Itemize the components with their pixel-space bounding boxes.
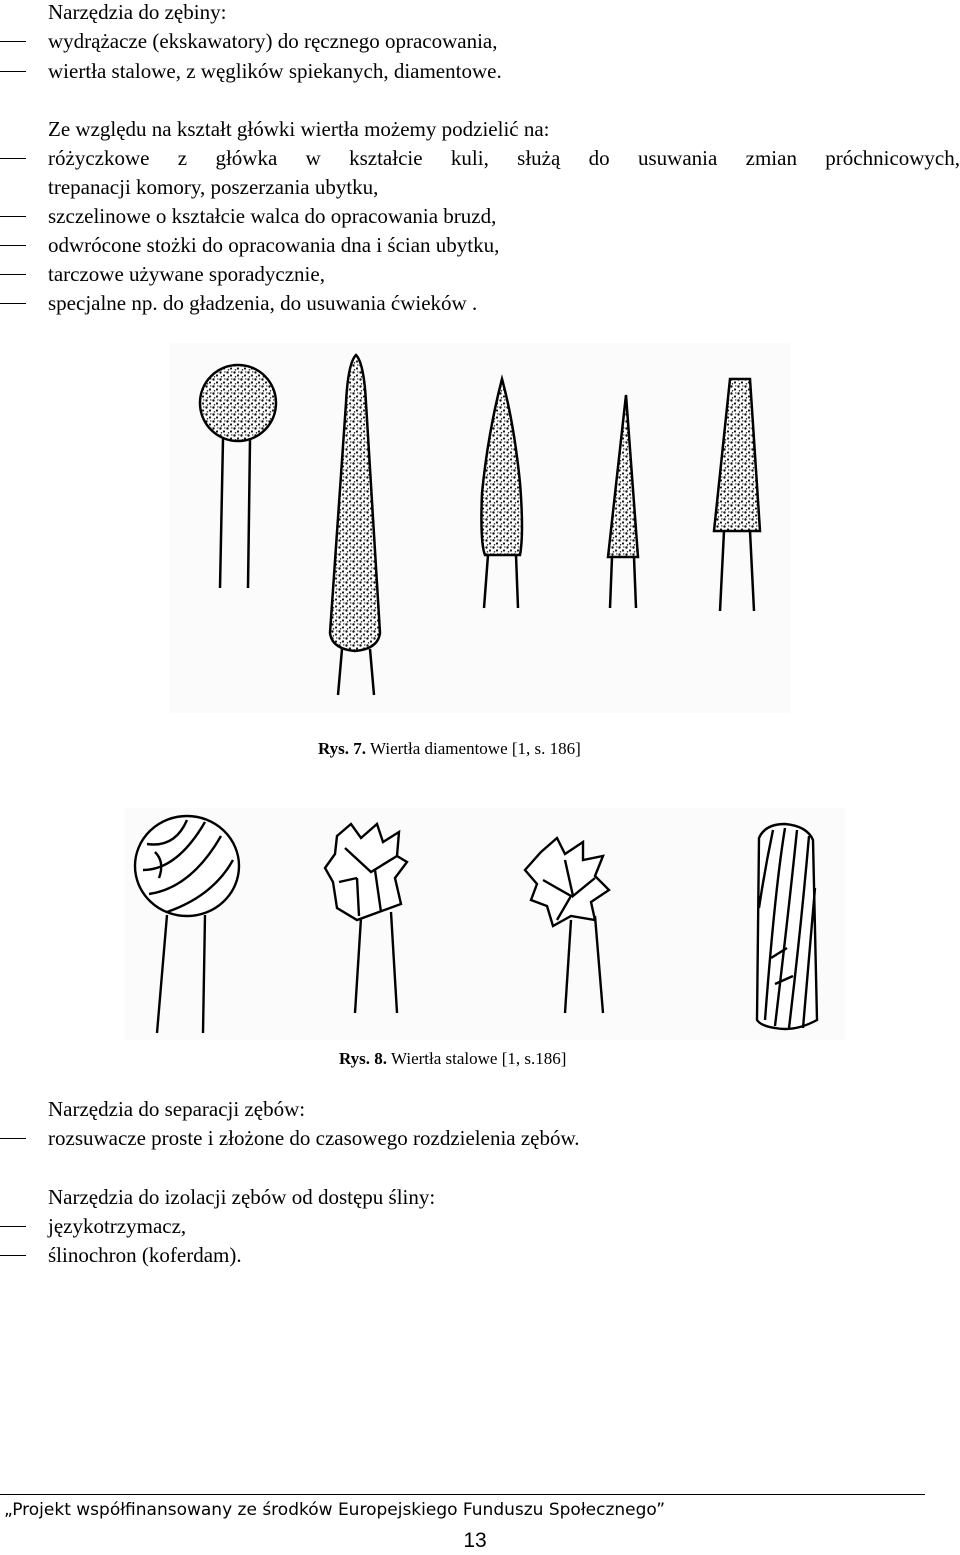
steel-burs-illustration: [125, 808, 845, 1040]
figure8-text: Wiertła stalowe [1, s.186]: [387, 1049, 567, 1068]
list-item: ślinochron (koferdam).: [48, 1243, 242, 1267]
list-item: wiertła stalowe, z węglików spiekanych, diamentowe.: [48, 59, 502, 83]
figure8-label: Rys. 8.: [339, 1049, 388, 1068]
page-number: 13: [463, 1529, 487, 1552]
section2-heading: Ze względu na kształt główki wiertła możemy podzielić na:: [48, 117, 550, 141]
figure8-caption: [339, 1049, 566, 1069]
figure7-label: Rys. 7.: [318, 739, 367, 758]
list-item: językotrzymacz,: [48, 1214, 187, 1238]
dash-bullet: [0, 1226, 26, 1227]
section4-heading: Narzędzia do izolacji zębów od dostępu śliny:: [48, 1185, 436, 1209]
dash-bullet: [0, 71, 26, 72]
list-item: tarczowe używane sporadycznie,: [48, 262, 325, 286]
figure7-caption: [318, 739, 581, 759]
list-item: odwrócone stożki do opracowania dna i ścian ubytku,: [48, 233, 500, 257]
section3-heading: Narzędzia do separacji zębów:: [48, 1097, 306, 1121]
list-item: rozsuwacze proste i złożone do czasowego rozdzielenia zębów.: [48, 1126, 580, 1150]
list-item: specjalne np. do gładzenia, do usuwania ćwieków .: [48, 291, 478, 315]
list-item: wydrążacze (ekskawatory) do ręcznego opracowania,: [48, 29, 498, 53]
dash-bullet: [0, 274, 26, 275]
figure7-text: Wiertła diamentowe [1, s. 186]: [366, 739, 581, 758]
dash-bullet: [0, 41, 26, 42]
dash-bullet: [0, 1255, 26, 1256]
dash-bullet: [0, 245, 26, 246]
footer-text: „Projekt współfinansowany ze środków Europejskiego Funduszu Społecznego”: [4, 1500, 666, 1520]
dash-bullet: [0, 1138, 26, 1139]
diamond-burs-illustration: [170, 343, 790, 713]
cylinder-steel-bur: [757, 824, 817, 1029]
dash-bullet: [0, 158, 26, 159]
dash-bullet: [0, 216, 26, 217]
footer-divider: [0, 1494, 925, 1495]
list-item-continuation: trepanacji komory, poszerzania ubytku,: [48, 175, 379, 199]
list-item: szczelinowe o kształcie walca do opracowania bruzd,: [48, 204, 497, 228]
list-item: różyczkowe z główka w kształcie kuli, służą do usuwania zmian próchnicowych,: [48, 146, 960, 170]
section1-heading: Narzędzia do zębiny:: [48, 0, 227, 24]
dash-bullet: [0, 303, 26, 304]
